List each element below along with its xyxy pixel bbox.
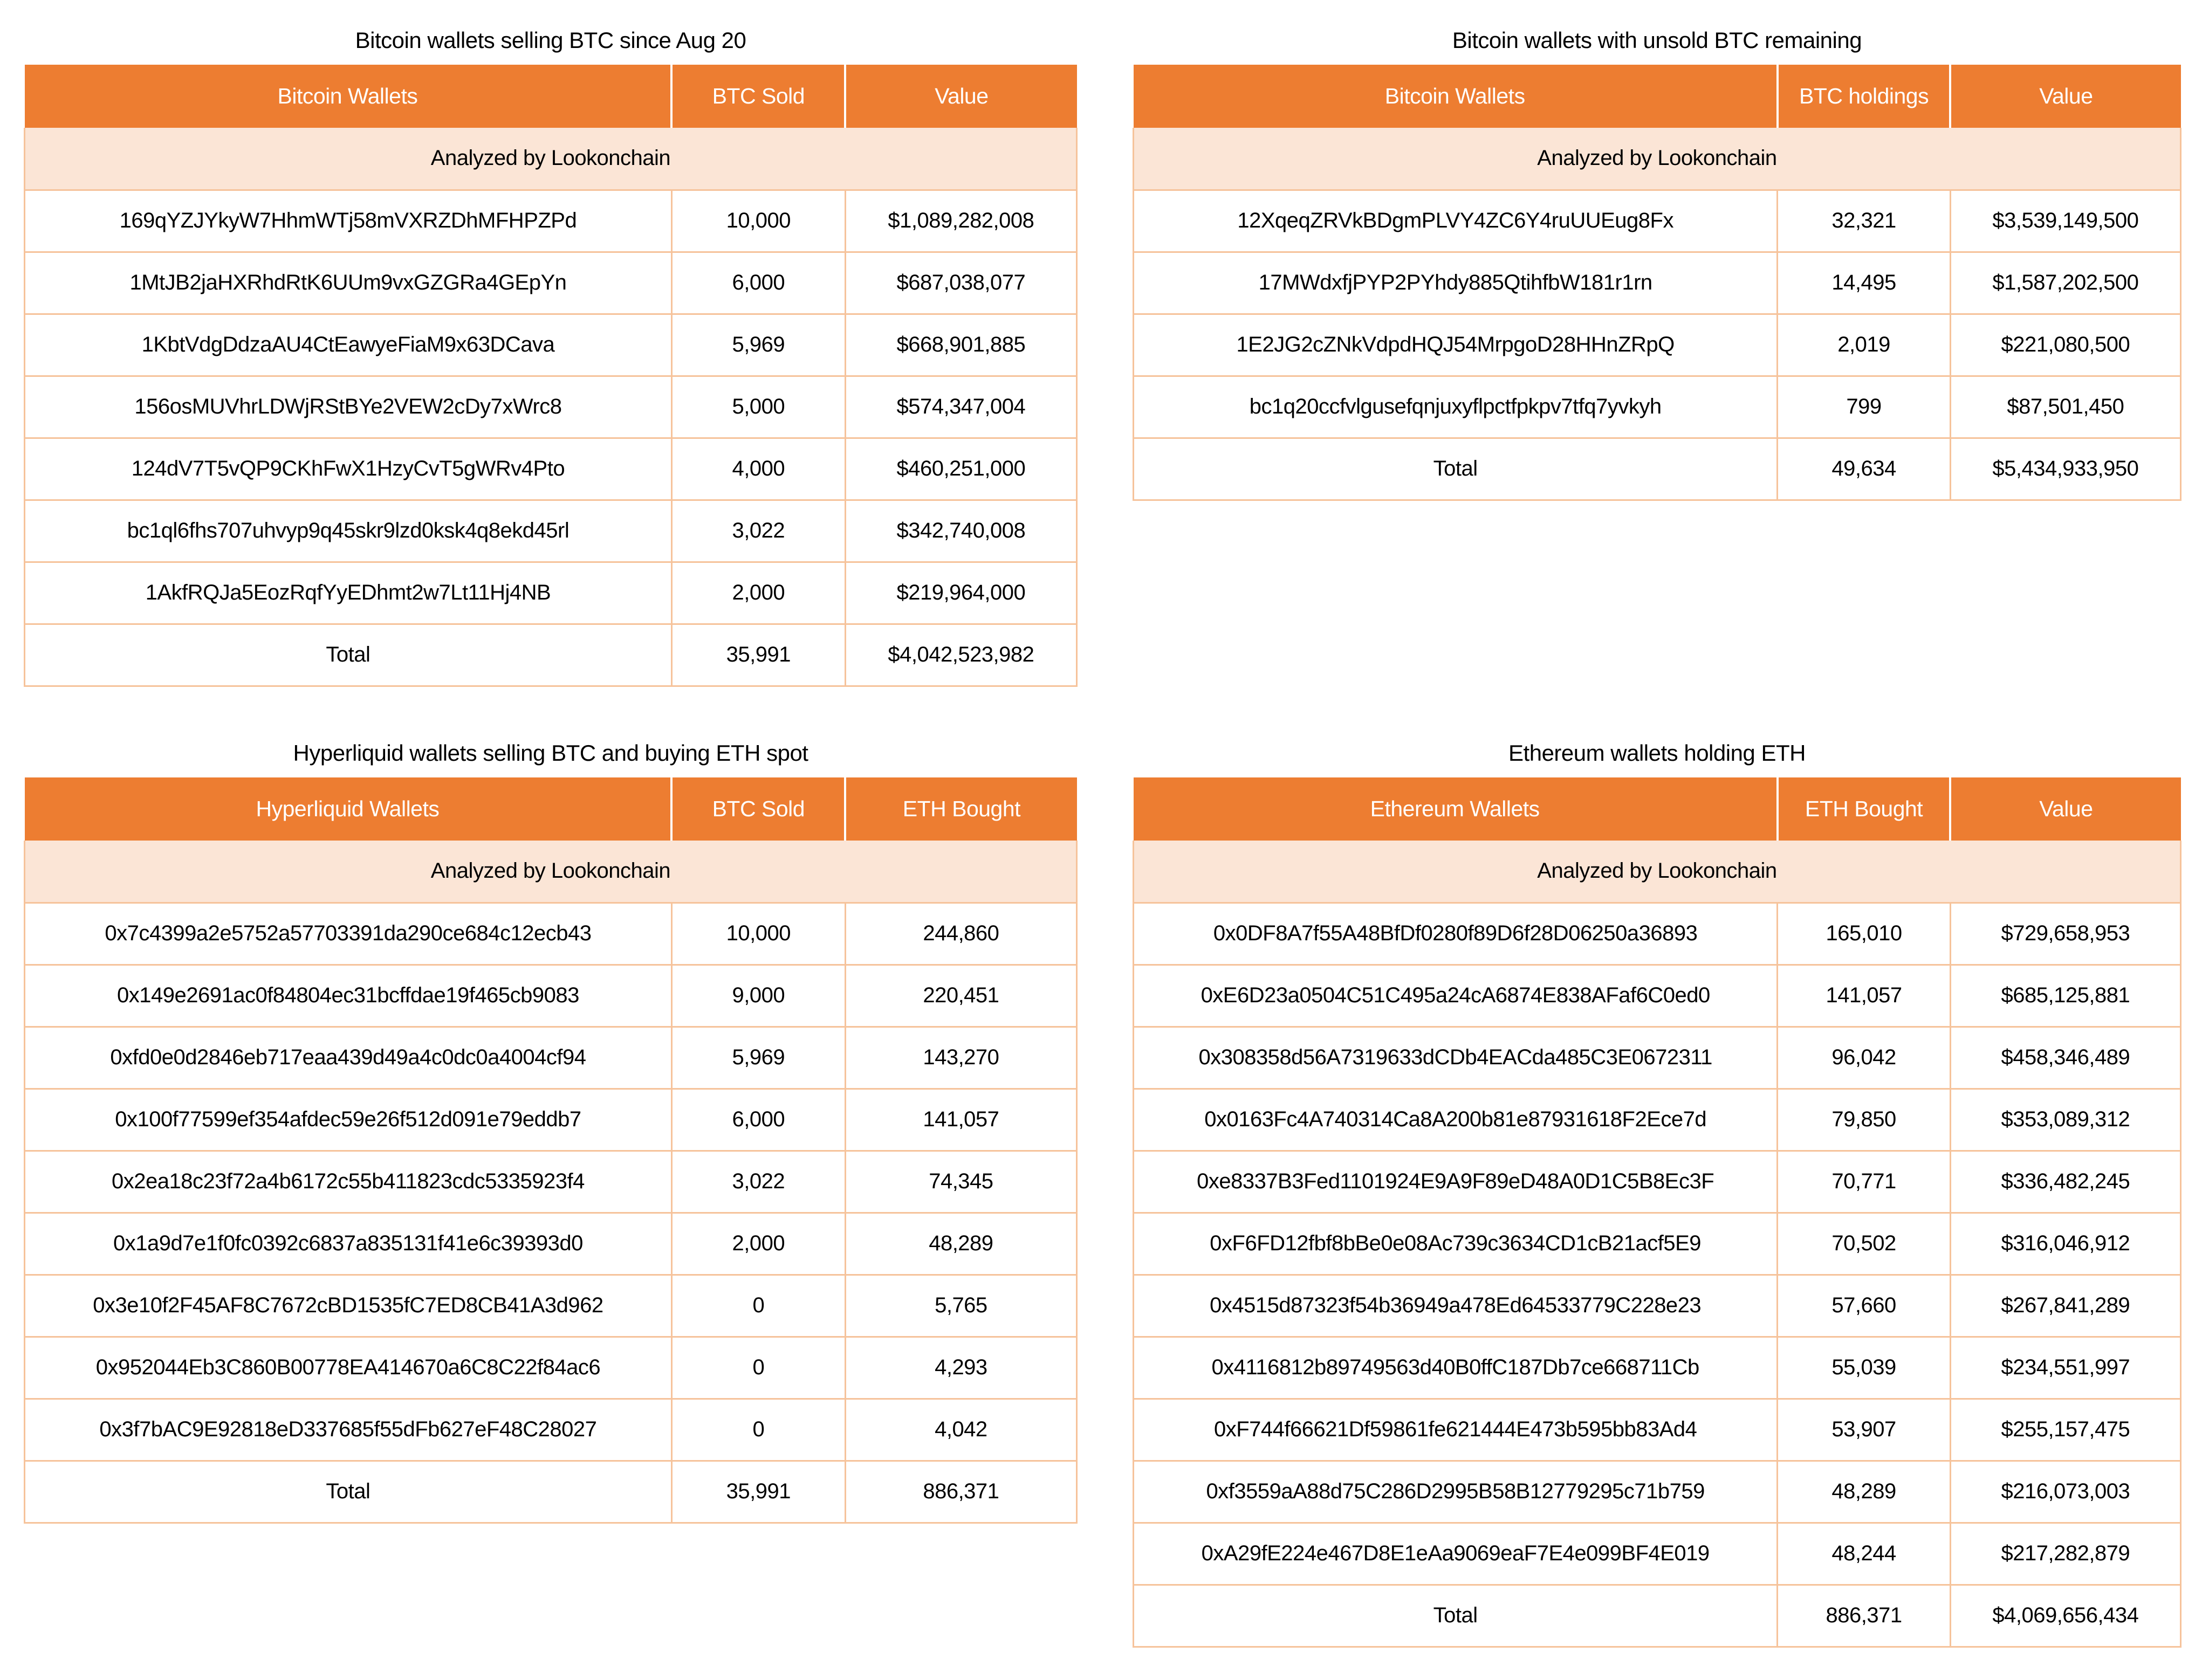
value-cell: 96,042 — [1778, 1027, 1950, 1089]
total-label: Total — [25, 624, 672, 686]
value-cell: 141,057 — [1778, 965, 1950, 1027]
table-row — [25, 376, 1077, 438]
wallet-address-cell: 0x4515d87323f54b36949a478Ed64533779C228e23 — [1134, 1275, 1778, 1337]
value-cell: $687,038,077 — [845, 252, 1076, 314]
table-row — [1134, 1213, 2181, 1275]
value-cell: $216,073,003 — [1950, 1461, 2180, 1523]
column-header: ETH Bought — [1778, 777, 1950, 841]
table-row — [1134, 1027, 2181, 1089]
wallet-address-cell: 0x3e10f2F45AF8C7672cBD1535fC7ED8CB41A3d962 — [25, 1275, 672, 1337]
wallet-address-cell: bc1q20ccfvlgusefqnjuxyflpctfpkpv7tfq7yvkyh — [1134, 376, 1778, 438]
value-cell: $267,841,289 — [1950, 1275, 2180, 1337]
value-cell: $234,551,997 — [1950, 1337, 2180, 1399]
table-ethereum — [1133, 777, 2181, 1648]
value-cell: 2,000 — [671, 1213, 845, 1275]
column-header: Ethereum Wallets — [1134, 777, 1778, 841]
table-row — [25, 903, 1077, 965]
value-cell: $3,539,149,500 — [1950, 190, 2180, 252]
table-row — [1134, 1399, 2181, 1461]
table-title-bitcoin-selling: Bitcoin wallets selling BTC since Aug 20 — [355, 27, 746, 53]
value-cell: 79,850 — [1778, 1089, 1950, 1151]
value-cell: 143,270 — [845, 1027, 1076, 1089]
value-cell: $221,080,500 — [1950, 314, 2180, 376]
column-header: BTC Sold — [671, 65, 845, 128]
table-row — [25, 965, 1077, 1027]
wallet-address-cell: 0x4116812b89749563d40B0ffC187Db7ce668711Cb — [1134, 1337, 1778, 1399]
wallet-address-cell: 1AkfRQJa5EozRqfYyEDhmt2w7Lt11Hj4NB — [25, 562, 672, 624]
total-row — [25, 624, 1077, 686]
table-row — [25, 1213, 1077, 1275]
column-header: Hyperliquid Wallets — [25, 777, 672, 841]
header-row — [1134, 65, 2181, 128]
value-cell: $219,964,000 — [845, 562, 1076, 624]
wallet-address-cell: 1KbtVdgDdzaAU4CtEawyeFiaM9x63DCava — [25, 314, 672, 376]
total-label: Total — [25, 1461, 672, 1523]
value-cell: 32,321 — [1778, 190, 1950, 252]
total-row — [25, 1461, 1077, 1523]
value-cell: 48,244 — [1778, 1523, 1950, 1585]
wallet-address-cell: 0x3f7bAC9E92818eD337685f55dFb627eF48C28027 — [25, 1399, 672, 1461]
wallet-address-cell: 0xF744f66621Df59861fe621444E473b595bb83Ad4 — [1134, 1399, 1778, 1461]
column-header: BTC Sold — [671, 777, 845, 841]
table-row — [1134, 1089, 2181, 1151]
header-row — [1134, 777, 2181, 841]
column-header: Value — [1950, 65, 2180, 128]
wallet-address-cell: 0xA29fE224e467D8E1eAa9069eaF7E4e099BF4E019 — [1134, 1523, 1778, 1585]
section-bitcoin-selling — [24, 16, 1078, 687]
table-row — [1134, 1523, 2181, 1585]
table-row — [25, 1027, 1077, 1089]
table-row — [1134, 965, 2181, 1027]
total-label: Total — [1134, 438, 1778, 500]
table-row — [1134, 1151, 2181, 1213]
analyzed-by-label: Analyzed by Lookonchain — [25, 128, 1077, 190]
value-cell: 3,022 — [671, 500, 845, 562]
column-header: ETH Bought — [845, 777, 1076, 841]
value-cell: $1,587,202,500 — [1950, 252, 2180, 314]
table-row — [25, 1089, 1077, 1151]
value-cell: $685,125,881 — [1950, 965, 2180, 1027]
total-label: Total — [1134, 1585, 1778, 1647]
table-bitcoin-unsold — [1133, 65, 2181, 501]
table-row — [1134, 314, 2181, 376]
wallet-address-cell: 0xF6FD12fbf8bBe0e08Ac739c3634CD1cB21acf5E9 — [1134, 1213, 1778, 1275]
value-cell: 5,000 — [671, 376, 845, 438]
column-header: Bitcoin Wallets — [1134, 65, 1778, 128]
column-header: BTC holdings — [1778, 65, 1950, 128]
value-cell: 48,289 — [845, 1213, 1076, 1275]
table-title-hyperliquid: Hyperliquid wallets selling BTC and buying ETH spot — [293, 740, 808, 766]
analyzed-by-row — [25, 128, 1077, 190]
value-cell: 4,000 — [671, 438, 845, 500]
value-cell: 220,451 — [845, 965, 1076, 1027]
wallet-address-cell: 0xf3559aA88d75C286D2995B58B12779295c71b759 — [1134, 1461, 1778, 1523]
wallet-address-cell: 124dV7T5vQP9CKhFwX1HzyCvT5gWRv4Pto — [25, 438, 672, 500]
wallet-address-cell: 0x0DF8A7f55A48BfDf0280f89D6f28D06250a36893 — [1134, 903, 1778, 965]
value-cell: 4,042 — [845, 1399, 1076, 1461]
table-row — [25, 562, 1077, 624]
table-bitcoin-selling — [24, 65, 1078, 687]
total-value: $4,042,523,982 — [845, 624, 1076, 686]
table-row — [1134, 252, 2181, 314]
value-cell: $460,251,000 — [845, 438, 1076, 500]
column-header: Value — [1950, 777, 2180, 841]
table-row — [25, 1151, 1077, 1213]
table-row — [1134, 190, 2181, 252]
table-row — [1134, 903, 2181, 965]
table-row — [25, 1275, 1077, 1337]
value-cell: 244,860 — [845, 903, 1076, 965]
wallet-address-cell: 0xe8337B3Fed1101924E9A9F89eD48A0D1C5B8Ec3F — [1134, 1151, 1778, 1213]
value-cell: 6,000 — [671, 252, 845, 314]
value-cell: 3,022 — [671, 1151, 845, 1213]
value-cell: 0 — [671, 1399, 845, 1461]
header-row — [25, 65, 1077, 128]
value-cell: 5,969 — [671, 314, 845, 376]
value-cell: $255,157,475 — [1950, 1399, 2180, 1461]
wallet-address-cell: 0x7c4399a2e5752a57703391da290ce684c12ecb43 — [25, 903, 672, 965]
wallet-address-cell: 1E2JG2cZNkVdpdHQJ54MrpgoD28HHnZRpQ — [1134, 314, 1778, 376]
wallet-address-cell: 169qYZJYkyW7HhmWTj58mVXRZDhMFHPZPd — [25, 190, 672, 252]
value-cell: 53,907 — [1778, 1399, 1950, 1461]
analyzed-by-label: Analyzed by Lookonchain — [25, 841, 1077, 903]
table-row — [25, 314, 1077, 376]
value-cell: $729,658,953 — [1950, 903, 2180, 965]
table-row — [25, 1399, 1077, 1461]
section-ethereum — [1133, 729, 2181, 1648]
value-cell: $574,347,004 — [845, 376, 1076, 438]
wallet-address-cell: 0x149e2691ac0f84804ec31bcffdae19f465cb9083 — [25, 965, 672, 1027]
analyzed-by-label: Analyzed by Lookonchain — [1134, 841, 2181, 903]
value-cell: 4,293 — [845, 1337, 1076, 1399]
wallet-address-cell: 0x1a9d7e1f0fc0392c6837a835131f41e6c39393d0 — [25, 1213, 672, 1275]
wallet-address-cell: 0x100f77599ef354afdec59e26f512d091e79eddb7 — [25, 1089, 672, 1151]
table-row — [25, 190, 1077, 252]
value-cell: 70,771 — [1778, 1151, 1950, 1213]
total-value: $5,434,933,950 — [1950, 438, 2180, 500]
wallet-address-cell: 0xfd0e0d2846eb717eaa439d49a4c0dc0a4004cf94 — [25, 1027, 672, 1089]
wallet-address-cell: 0x308358d56A7319633dCDb4EACda485C3E0672311 — [1134, 1027, 1778, 1089]
value-cell: 14,495 — [1778, 252, 1950, 314]
wallet-address-cell: 0x952044Eb3C860B00778EA414670a6C8C22f84ac6 — [25, 1337, 672, 1399]
value-cell: 5,765 — [845, 1275, 1076, 1337]
table-row — [1134, 376, 2181, 438]
table-row — [25, 500, 1077, 562]
value-cell: 2,019 — [1778, 314, 1950, 376]
value-cell: 165,010 — [1778, 903, 1950, 965]
total-value: 35,991 — [671, 624, 845, 686]
value-cell: 141,057 — [845, 1089, 1076, 1151]
total-value: 886,371 — [1778, 1585, 1950, 1647]
total-value: $4,069,656,434 — [1950, 1585, 2180, 1647]
table-row — [1134, 1337, 2181, 1399]
value-cell: 55,039 — [1778, 1337, 1950, 1399]
value-cell: 5,969 — [671, 1027, 845, 1089]
total-row — [1134, 1585, 2181, 1647]
value-cell: $336,482,245 — [1950, 1151, 2180, 1213]
value-cell: $217,282,879 — [1950, 1523, 2180, 1585]
value-cell: 0 — [671, 1275, 845, 1337]
value-cell: 48,289 — [1778, 1461, 1950, 1523]
value-cell: 9,000 — [671, 965, 845, 1027]
analyzed-by-row — [25, 841, 1077, 903]
total-value: 49,634 — [1778, 438, 1950, 500]
analyzed-by-row — [1134, 128, 2181, 190]
value-cell: $458,346,489 — [1950, 1027, 2180, 1089]
analyzed-by-row — [1134, 841, 2181, 903]
value-cell: $87,501,450 — [1950, 376, 2180, 438]
value-cell: $1,089,282,008 — [845, 190, 1076, 252]
wallet-address-cell: 1MtJB2jaHXRhdRtK6UUm9vxGZGRa4GEpYn — [25, 252, 672, 314]
table-row — [25, 252, 1077, 314]
table-hyperliquid — [24, 777, 1078, 1524]
value-cell: 70,502 — [1778, 1213, 1950, 1275]
column-header: Value — [845, 65, 1076, 128]
analyzed-by-label: Analyzed by Lookonchain — [1134, 128, 2181, 190]
value-cell: 2,000 — [671, 562, 845, 624]
total-value: 35,991 — [671, 1461, 845, 1523]
value-cell: 74,345 — [845, 1151, 1076, 1213]
wallet-address-cell: 12XqeqZRVkBDgmPLVY4ZC6Y4ruUUEug8Fx — [1134, 190, 1778, 252]
value-cell: 6,000 — [671, 1089, 845, 1151]
table-row — [1134, 1275, 2181, 1337]
wallet-address-cell: 17MWdxfjPYP2PYhdy885QtihfbW181r1rn — [1134, 252, 1778, 314]
table-row — [25, 438, 1077, 500]
wallet-address-cell: 156osMUVhrLDWjRStBYe2VEW2cDy7xWrc8 — [25, 376, 672, 438]
value-cell: $353,089,312 — [1950, 1089, 2180, 1151]
table-title-ethereum: Ethereum wallets holding ETH — [1508, 740, 1806, 766]
table-row — [1134, 1461, 2181, 1523]
wallet-address-cell: bc1ql6fhs707uhvyp9q45skr9lzd0ksk4q8ekd45rl — [25, 500, 672, 562]
wallet-address-cell: 0x2ea18c23f72a4b6172c55b411823cdc5335923f4 — [25, 1151, 672, 1213]
total-value: 886,371 — [845, 1461, 1076, 1523]
value-cell: 799 — [1778, 376, 1950, 438]
section-bitcoin-unsold — [1133, 16, 2181, 501]
section-hyperliquid — [24, 729, 1078, 1524]
value-cell: $316,046,912 — [1950, 1213, 2180, 1275]
wallet-address-cell: 0xE6D23a0504C51C495a24cA6874E838AFaf6C0ed0 — [1134, 965, 1778, 1027]
column-header: Bitcoin Wallets — [25, 65, 672, 128]
value-cell: $342,740,008 — [845, 500, 1076, 562]
wallet-address-cell: 0x0163Fc4A740314Ca8A200b81e87931618F2Ece7d — [1134, 1089, 1778, 1151]
value-cell: 10,000 — [671, 903, 845, 965]
table-row — [25, 1337, 1077, 1399]
table-title-bitcoin-unsold: Bitcoin wallets with unsold BTC remaining — [1452, 27, 1862, 53]
value-cell: 0 — [671, 1337, 845, 1399]
value-cell: $668,901,885 — [845, 314, 1076, 376]
header-row — [25, 777, 1077, 841]
value-cell: 57,660 — [1778, 1275, 1950, 1337]
value-cell: 10,000 — [671, 190, 845, 252]
total-row — [1134, 438, 2181, 500]
